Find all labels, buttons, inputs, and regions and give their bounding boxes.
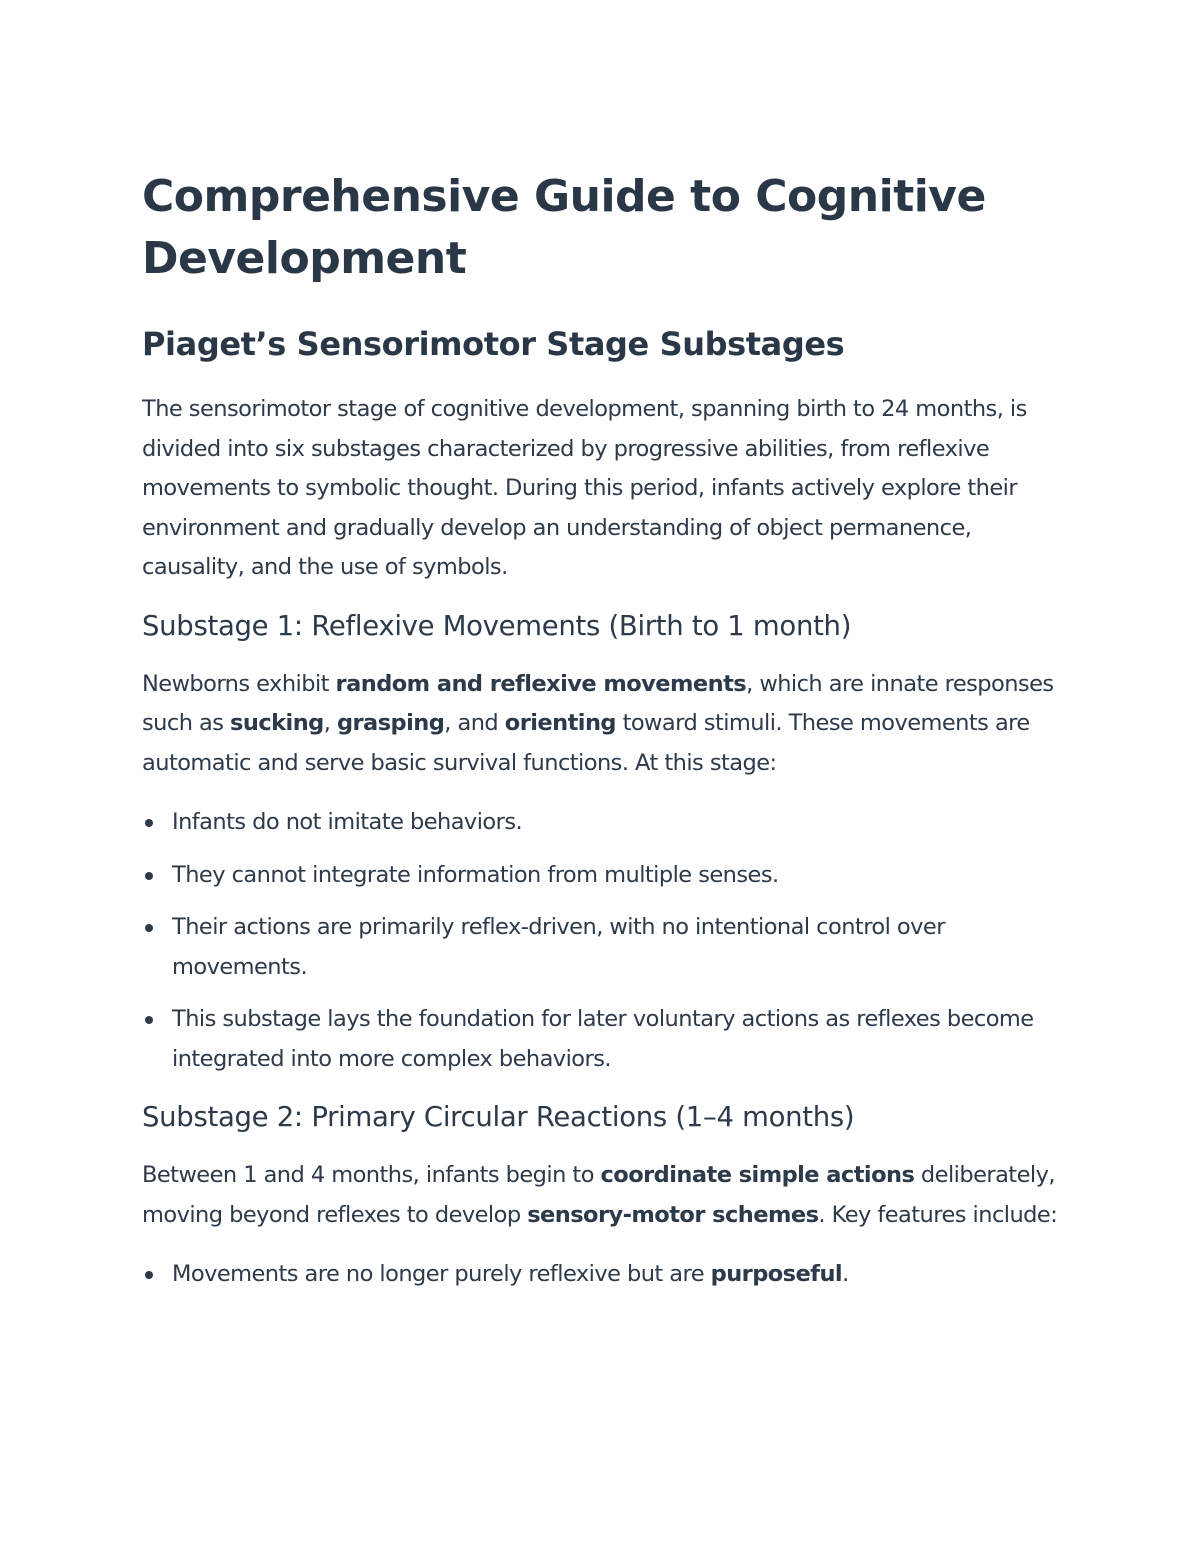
bold-text: grasping — [336, 710, 445, 736]
list-item — [142, 908, 1067, 987]
bold-text: random and reflexive movements — [335, 670, 747, 697]
bullet-icon — [145, 924, 153, 932]
bullet-icon — [145, 1016, 153, 1024]
intro-paragraph: The sensorimotor stage of cognitive development, spanning birth to 24 months, is divided into six substages characterized by progressive abilities, from reflexive movements to symbolic thought. During this period, infants actively explore their environment and gradually develop an understanding of object permanence, causality, and the use of symbols. — [142, 396, 1027, 580]
bullet-icon — [145, 872, 153, 880]
text-run: Between 1 and 4 months, infants begin to — [142, 1162, 601, 1188]
list-item — [142, 856, 1067, 896]
document-title: Comprehensive Guide to Cognitive Development — [142, 171, 986, 284]
substage-1-heading: Substage 1: Reflexive Movements (Birth to 1 month) — [142, 609, 852, 642]
bullet-icon — [145, 1271, 153, 1279]
substage-1-paragraph — [142, 665, 1067, 784]
text-run: , which are innate responses such as — [142, 670, 1054, 736]
text-run: . — [842, 1261, 849, 1287]
text-run: toward stimuli. These movements are automatic and serve basic survival functions. At this stage: — [142, 710, 1030, 776]
substage-1-list — [142, 803, 1067, 1079]
list-item-text: They cannot integrate information from multiple senses. — [172, 861, 779, 888]
list-item — [142, 803, 1067, 843]
bold-text: purposeful — [710, 1261, 843, 1287]
substage-2-list — [142, 1255, 1067, 1295]
section-heading: Piaget’s Sensorimotor Stage Substages — [142, 325, 845, 363]
list-item-text: This substage lays the foundation for later voluntary actions as reflexes become integrated into more complex behaviors. — [172, 1006, 1034, 1072]
bullet-icon — [145, 819, 153, 827]
bold-text: coordinate simple actions — [600, 1162, 915, 1188]
bold-text: sucking — [230, 710, 324, 736]
list-item — [142, 1000, 1067, 1079]
text-run: Newborns exhibit — [142, 670, 336, 697]
bold-text: sensory-motor schemes — [527, 1201, 819, 1228]
document-page — [142, 166, 1067, 1315]
text-run: Movements are no longer purely reflexive but are — [172, 1261, 711, 1287]
text-run: , and — [444, 710, 505, 736]
list-item-text: Infants do not imitate behaviors. — [172, 809, 523, 835]
list-item — [142, 1255, 1067, 1295]
substage-2-heading: Substage 2: Primary Circular Reactions (1–4 months) — [142, 1101, 855, 1133]
text-run: . Key features include: — [818, 1201, 1058, 1228]
bold-text: orienting — [504, 710, 616, 736]
list-item-text: Their actions are primarily reflex-driven, with no intentional control over movements. — [172, 914, 945, 980]
text-run: deliberately, moving beyond reflexes to develop — [142, 1162, 1055, 1228]
text-run: , — [323, 710, 337, 736]
substage-2-paragraph — [142, 1156, 1067, 1235]
